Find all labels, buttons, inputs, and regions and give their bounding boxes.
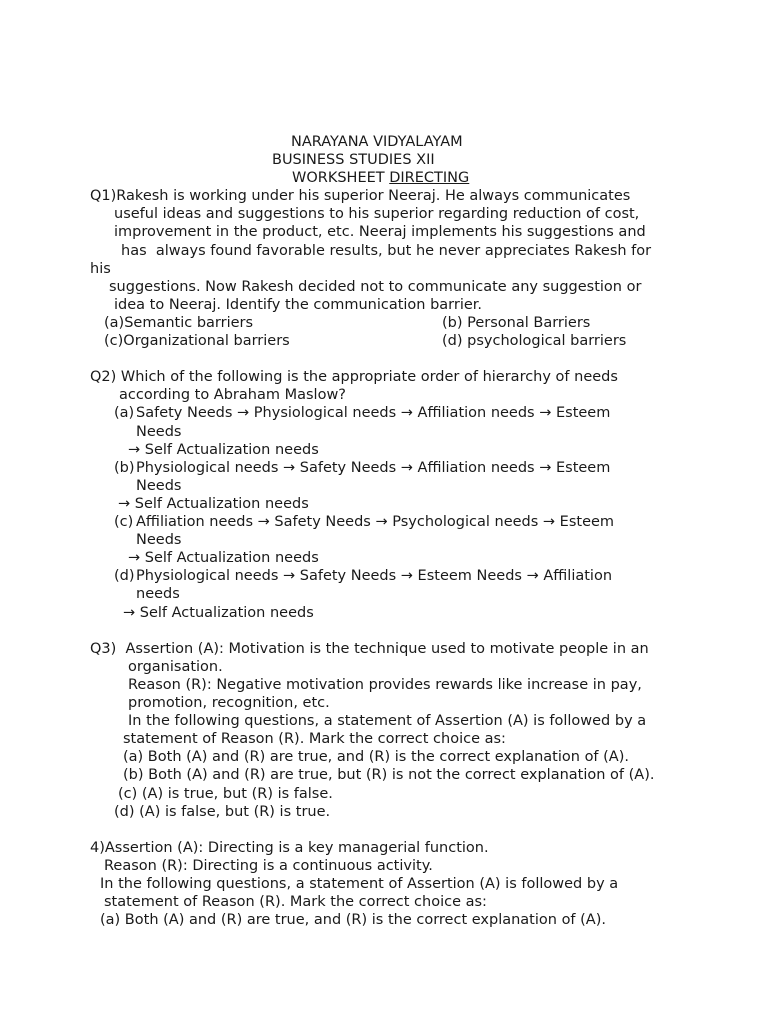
q4-line-2: Reason (R): Directing is a continuous activity.: [104, 858, 433, 874]
q1-line-2: useful ideas and suggestions to his superior regarding reduction of cost,: [114, 206, 640, 222]
q3-line-5: In the following questions, a statement of Assertion (A) is followed by a: [128, 713, 647, 729]
q1-line-3: improvement in the product, etc. Neeraj implements his suggestions and: [114, 224, 646, 240]
q3-option-b: (b) Both (A) and (R) are true, but (R) is not the correct explanation of (A).: [123, 767, 655, 783]
q1-line-6: suggestions. Now Rakesh decided not to communicate any suggestion or: [109, 279, 642, 295]
q4-line-3: In the following questions, a statement of Assertion (A) is followed by a: [100, 876, 619, 892]
worksheet-title: [292, 169, 469, 187]
q4-line-1: 4)Assertion (A): Directing is a key managerial function.: [90, 840, 489, 856]
subject-title: BUSINESS STUDIES XII: [272, 152, 435, 168]
q2-option-c-line-1: Affiliation needs → Safety Needs → Psychological needs → Esteem: [136, 514, 615, 530]
q3-line-6: statement of Reason (R). Mark the correct choice as:: [123, 731, 506, 747]
q2-option-d-line-3: → Self Actualization needs: [123, 605, 314, 621]
q1-option-b: (b) Personal Barriers: [442, 315, 591, 331]
q2-line-1: Q2) Which of the following is the appropriate order of hierarchy of needs: [90, 369, 618, 385]
q4-line-4: statement of Reason (R). Mark the correct choice as:: [104, 894, 487, 910]
q3-line-3: Reason (R): Negative motivation provides rewards like increase in pay,: [128, 677, 642, 693]
q3-line-2: organisation.: [128, 659, 223, 675]
q2-option-b-line-1: Physiological needs → Safety Needs → Affiliation needs → Esteem: [136, 460, 611, 476]
worksheet-topic: DIRECTING: [389, 170, 470, 186]
q2-option-a-line-3: → Self Actualization needs: [128, 442, 319, 458]
q2-option-d-line-2: needs: [136, 586, 180, 602]
school-name: NARAYANA VIDYALAYAM: [291, 134, 463, 150]
q2-option-b-line-2: Needs: [136, 478, 182, 494]
q2-option-d-line-1: Physiological needs → Safety Needs → Esteem Needs → Affiliation: [136, 568, 613, 584]
q1-option-d: (d) psychological barriers: [442, 333, 627, 349]
q2-line-2: according to Abraham Maslow?: [119, 387, 346, 403]
q2-option-a-line-2: Needs: [136, 424, 182, 440]
worksheet-prefix: WORKSHEET: [292, 170, 390, 186]
q1-line-7: idea to Neeraj. Identify the communication barrier.: [114, 297, 483, 313]
q2-option-c-line-3: → Self Actualization needs: [128, 550, 319, 566]
q2-option-c-label: (c): [114, 514, 134, 530]
q2-option-a-label: (a): [114, 405, 135, 421]
q2-option-d-label: (d): [114, 568, 135, 584]
q3-option-a: (a) Both (A) and (R) are true, and (R) is the correct explanation of (A).: [123, 749, 629, 765]
q3-option-d: (d) (A) is false, but (R) is true.: [114, 804, 331, 820]
q1-line-4: has always found favorable results, but he never appreciates Rakesh for: [121, 243, 652, 259]
q1-line-1: Q1)Rakesh is working under his superior Neeraj. He always communicates: [90, 188, 631, 204]
q2-option-c-line-2: Needs: [136, 532, 182, 548]
q1-line-5: his: [90, 261, 111, 277]
q3-line-1: Q3) Assertion (A): Motivation is the technique used to motivate people in an: [90, 641, 649, 657]
q3-line-4: promotion, recognition, etc.: [128, 695, 330, 711]
q2-option-a-line-1: Safety Needs → Physiological needs → Affiliation needs → Esteem: [136, 405, 611, 421]
q2-option-b-line-3: → Self Actualization needs: [118, 496, 309, 512]
q1-option-a: (a)Semantic barriers: [104, 315, 254, 331]
q3-option-c: (c) (A) is true, but (R) is false.: [118, 786, 333, 802]
q1-option-c: (c)Organizational barriers: [104, 333, 290, 349]
q2-option-b-label: (b): [114, 460, 135, 476]
q4-option-a: (a) Both (A) and (R) are true, and (R) is the correct explanation of (A).: [100, 912, 606, 928]
